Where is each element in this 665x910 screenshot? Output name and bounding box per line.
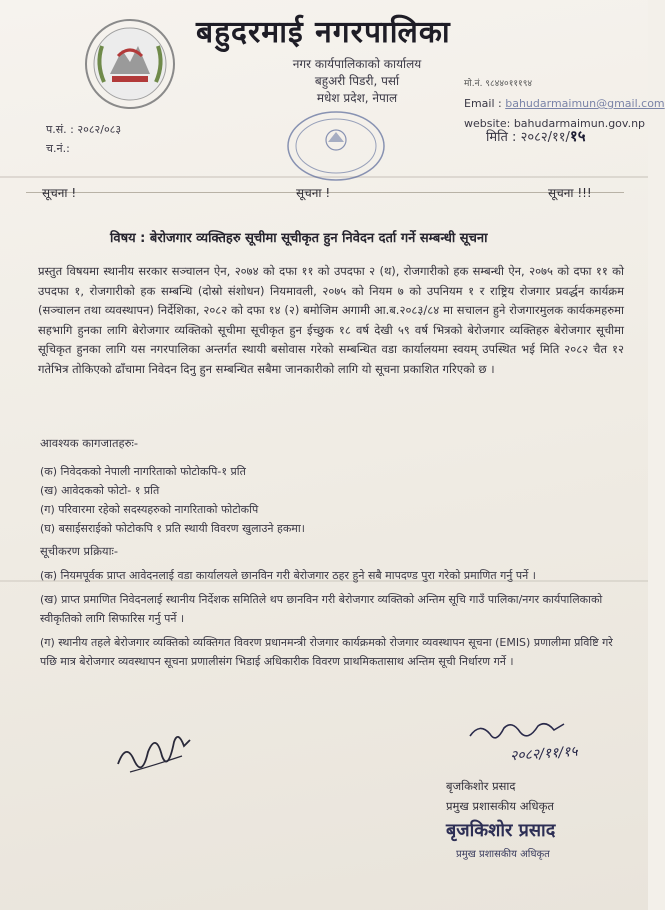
document-item: (घ) बसाईसराईको फोटोकपि १ प्रति स्थायी विवरण खुलाउने हकमा। <box>40 522 305 535</box>
document-item: (ख) आवेदकको फोटो- १ प्रति <box>40 484 160 497</box>
government-emblem-icon <box>82 16 178 112</box>
contact-block <box>464 74 665 134</box>
handwritten-date: २०८२/११/१५ <box>509 743 579 765</box>
process-item: (ख) प्राप्त प्रमाणित निवेदनलाई स्थानीय निर्देशक समितिले थप छानविन गरी बेरोजगार व्यक्तिको अन्तिम सूचि गाउँ पालिका/नगर कार्यपालिकाको स्वीकृतिको लागि सिफारिस गर्नु पर्ने । <box>40 592 603 625</box>
website[interactable]: website: bahudarmaimun.gov.np <box>464 117 646 130</box>
email-link[interactable]: bahudarmaimun@gmail.com <box>505 97 665 110</box>
office-stamp-icon <box>284 108 388 184</box>
office-address <box>262 56 452 107</box>
date-day: १५ <box>569 127 586 145</box>
reference-block <box>46 120 121 158</box>
signature-left-icon <box>112 712 202 788</box>
document-item: (ग) परिवारमा रहेको सदस्यहरुको नागरिताको फोटोकपि <box>40 503 259 516</box>
body-paragraph: प्रस्तुत विषयमा स्थानीय सरकार सञ्चालन ऐन, २०७४ को दफा ११ को उपदफा २ (थ), रोजगारीको हक सम्बन्धी ऐन, २०७५ को दफा ११ को उपदफा १, रोजगारीको हक सम्बन्धि (दोस्रो संशोधन) नियमावली, २०७५ को नियम ७ को उपनियम १ र राष्ट्रिय रोजगार प्रवर्द्धन कार्यक्रम (सञ्चालन तथा व्यवस्थापन) निर्देशिका, २०८२ को दफा १४ (२) बमोजिम अगामी आ.ब.२०८३/८४ मा सचालन हुने रोजगारमुलक कार्यकमहरुमा सहभागि हुनका लागि बेरोजगार व्यक्तिको सूचीमा सूचीकृत हुन ईच्छुक १८ वर्ष देखी ५९ वर्ष भित्रको बेरोजगार व्यक्तिहरु बेरोजगार सूचीमा सूचिकृत हुनका लागि यस नगरपालिका अन्तर्गत स्थायी बसोवास गरेको सम्बन्धित वडा कार्यालयमा स्वयम् उपस्थित भई मिति २०८२ चैत १२ गतेभित्र तोकिएको ढाँचामा निवेदन दिनु हुन सम्बन्धित सबैमा जानकारीको लागि यो सूचना प्रकाशित गरिएको छ । <box>38 264 624 376</box>
process-heading: सूचीकरण प्रक्रियाः- <box>40 544 119 558</box>
signer-block <box>446 776 554 816</box>
office-line: बहुअरी पिडरी, पर्सा <box>314 74 400 88</box>
reference-number: प.सं. : २०८२/०८३ <box>46 123 122 136</box>
documents-heading: आवश्यक कागजातहरुः- <box>40 436 138 450</box>
notice-label-right: सूचना !!! <box>548 186 592 200</box>
letter-date <box>486 126 586 146</box>
process-item: (ग) स्थानीय तहले बेरोजगार व्यक्तिको व्यक्तिगत विवरण प्रधानमन्त्री रोजगार कार्यक्रमको रोजगार व्यवस्थापन सूचना (EMIS) प्रणालीमा प्रविष्टि गरे पछि मात्र बेरोजगार व्यवस्थापन सूचना प्रणालीसंग भिडाई अधिकारीक विवरण प्राथमिकतासाथ अन्तिम सूची निर्धारण गर्ने । <box>40 635 613 668</box>
phone-number: मो.नं. ९८४४०१११९४ <box>464 79 533 89</box>
office-line: नगर कार्यपालिकाको कार्यालय <box>292 57 422 71</box>
signer-designation-stamp: प्रमुख प्रशासकीय अधिकृत <box>456 849 550 860</box>
subject-line: विषय : बेरोजगार व्यक्तिहरु सूचीमा सूचीकृत हुन निवेदन दर्ता गर्ने सम्बन्धी सूचना <box>110 231 488 246</box>
date-label: मिति : २०८२/११/ <box>486 130 570 145</box>
documents-list <box>40 462 610 538</box>
municipality-title: बहुदरमाई नगरपालिका <box>196 15 451 50</box>
email-row <box>464 94 665 114</box>
process-list <box>40 566 616 676</box>
signer-designation: प्रमुख प्रशासकीय अधिकृत <box>446 799 554 813</box>
document-item: (क) निवेदकको नेपाली नागरिताको फोटोकपि-१ प्रति <box>40 465 246 478</box>
notice-label-left: सूचना ! <box>42 186 77 200</box>
email-label: Email : <box>464 97 506 110</box>
office-line: मधेश प्रदेश, नेपाल <box>316 91 398 105</box>
signer-name-stamp: बृजकिशोर प्रसाद <box>446 820 556 841</box>
notice-label-center: सूचना ! <box>296 186 331 200</box>
dispatch-number: च.नं.: <box>46 142 70 155</box>
process-item: (क) नियमपूर्वक प्राप्त आवेदनलाई वडा कार्यालयले छानविन गरी बेरोजगार ठहर हुने सबै मापदण्ड पुरा गरेको प्रमाणित गर्नु पर्ने । <box>40 569 536 582</box>
signer-name: बृजकिशोर प्रसाद <box>446 779 516 793</box>
